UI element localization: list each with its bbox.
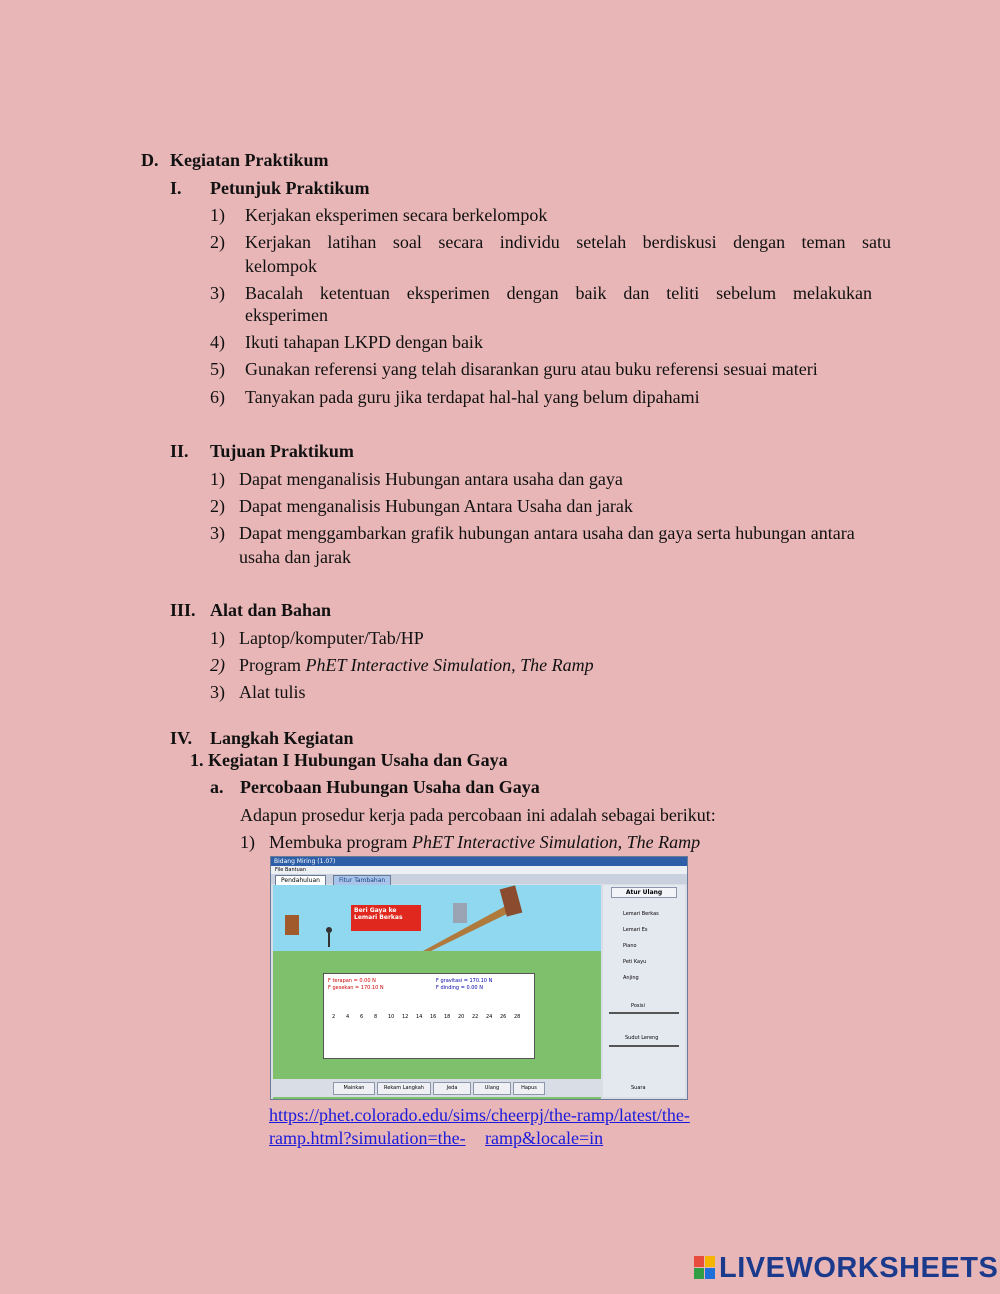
list-item-continued: kelompok [245,256,317,276]
list-item-number: 3) [210,283,225,303]
sim-control-panel [603,885,685,1097]
list-item: Gunakan referensi yang telah disarankan guru atau buku referensi sesuai materi [245,359,818,379]
list-item-number: 1) [210,205,225,225]
position-slider[interactable] [609,1012,679,1014]
simulation-link-continued[interactable]: ramp.html?simulation=the- [269,1128,466,1148]
graph-tick-label: 18 [444,1014,451,1020]
sim-tab-strip [271,874,687,884]
list-item: Dapat menggambarkan grafik hubungan antara usaha dan gaya serta hubungan antara [239,523,855,543]
simulation-screenshot [270,856,688,1100]
object-option[interactable]: Piano [623,943,637,949]
list-item: Tanyakan pada guru jika terdapat hal-hal yang belum dipahami [245,387,700,407]
list-item: Dapat menganalisis Hubungan Antara Usaha dan jarak [239,496,633,516]
list-item-continued: eksperimen [245,305,328,325]
object-option[interactable]: Lemari Es [623,927,648,933]
pause-button[interactable]: Jeda [433,1082,471,1095]
stick-figure-head [326,927,332,933]
step-button[interactable]: Rekam Langkah [377,1082,431,1095]
graph-tick-label: 6 [360,1014,364,1020]
sim-title-bar: Bidang Miring (1.07) [271,857,687,866]
graph-tick-label: 4 [346,1014,350,1020]
part2-number: II. [170,441,189,461]
wall-left [285,915,299,935]
sim-tab-intro: Pendahuluan [275,875,326,885]
list-item-number: 3) [210,523,225,543]
list-item-number: 5) [210,359,225,379]
graph-tick-label: 26 [500,1014,507,1020]
list-item-number: 1) [210,628,225,648]
graph-tick-label: 28 [514,1014,521,1020]
step-prefix: Membuka program [269,832,412,852]
sim-playback-bar [273,1079,601,1097]
sim-sky [273,885,601,951]
sound-checkbox[interactable]: Suara [631,1085,646,1091]
section-title: Kegiatan Praktikum [170,150,329,170]
section-number: D. [141,150,159,170]
list-item-number: 2) [210,655,225,675]
graph-tick-label: 22 [472,1014,479,1020]
step-italic: PhET Interactive Simulation, The Ramp [411,832,701,852]
ramp [423,903,517,951]
ramp-illustration [273,885,601,951]
filing-cabinet [453,903,467,923]
part4-number: IV. [170,728,193,748]
graph-tick-label: 8 [374,1014,378,1020]
graph-tick-label: 14 [416,1014,423,1020]
graph-tick-label: 16 [430,1014,437,1020]
rewind-button[interactable]: Ulang [473,1082,511,1095]
activity-title: 1. Kegiatan I Hubungan Usaha dan Gaya [190,750,508,770]
procedure-intro: Adapun prosedur kerja pada percobaan ini adalah sebagai berikut: [240,805,716,825]
sim-tab-advanced: Fitur Tambahan [333,875,391,885]
simulation-link-end[interactable]: ramp&locale=in [485,1128,604,1148]
part4-title: Langkah Kegiatan [210,728,354,748]
sim-menu-bar: File Bantuan [271,866,687,874]
play-button[interactable]: Mainkan [333,1082,375,1095]
angle-slider[interactable] [609,1045,679,1047]
logo-text: LIVEWORKSHEETS [719,1252,999,1284]
graph-tick-label: 24 [486,1014,493,1020]
part3-title: Alat dan Bahan [210,600,332,620]
object-option[interactable]: Peti Kayu [623,959,647,965]
graph-tick-label: 10 [388,1014,395,1020]
list-item: Kerjakan latihan soal secara individu setelah berdiskusi dengan teman satu [245,232,891,252]
object-option[interactable]: Lemari Berkas [623,911,659,917]
part3-number: III. [170,600,196,620]
list-item: Ikuti tahapan LKPD dengan baik [245,332,483,352]
reset-button[interactable]: Atur Ulang [611,887,677,898]
list-item-number: 6) [210,387,225,407]
part2-title: Tujuan Praktikum [210,441,354,461]
part1-title: Petunjuk Praktikum [210,178,370,198]
subactivity-letter: a. [210,777,224,797]
force-friction: F gesekan = 170.10 N [328,985,384,991]
list-item-number: 1) [210,469,225,489]
step-number: 1) [240,832,255,852]
object-option[interactable]: Anjing [623,975,639,981]
list-item-italic: PhET Interactive Simulation, The Ramp [305,655,594,675]
position-label: Posisi [631,1003,645,1009]
apply-force-label: Beri Gaya ke Lemari Berkas [351,905,421,931]
graph-tick-label: 2 [332,1014,336,1020]
force-applied: F terapan = 0.00 N [328,978,376,984]
list-item-prefix: Program [239,655,306,675]
graph-x-ticks [324,1014,534,1022]
list-item-number: 4) [210,332,225,352]
sim-graph [323,973,535,1059]
graph-tick-label: 12 [402,1014,409,1020]
list-item: Bacalah ketentuan eksperimen dengan baik dan teliti sebelum melakukan [245,283,872,303]
list-item-number: 3) [210,682,225,702]
list-item-number: 2) [210,496,225,516]
subactivity-title: Percobaan Hubungan Usaha dan Gaya [240,777,540,797]
step-text [269,832,700,853]
list-item: Kerjakan eksperimen secara berkelompok [245,205,548,225]
list-item-continued: usaha dan jarak [239,547,351,567]
part1-number: I. [170,178,182,198]
liveworksheets-logo [694,1252,998,1285]
object-list [607,911,683,991]
force-wall: F dinding = 0.00 N [436,985,483,991]
graph-tick-label: 20 [458,1014,465,1020]
list-item: Dapat menganalisis Hubungan antara usaha dan gaya [239,469,623,489]
angle-label: Sudut Lereng [625,1035,659,1041]
list-item-number: 2) [210,232,225,252]
list-item: Laptop/komputer/Tab/HP [239,628,424,648]
force-gravity: F gravitasi = 170.10 N [436,978,493,984]
simulation-link[interactable]: https://phet.colorado.edu/sims/cheerpj/the-ramp/latest/the- [269,1105,690,1125]
list-item: Alat tulis [239,682,306,702]
clear-button[interactable]: Hapus [513,1082,545,1095]
liveworksheets-icon [694,1256,716,1280]
list-item [239,655,594,676]
